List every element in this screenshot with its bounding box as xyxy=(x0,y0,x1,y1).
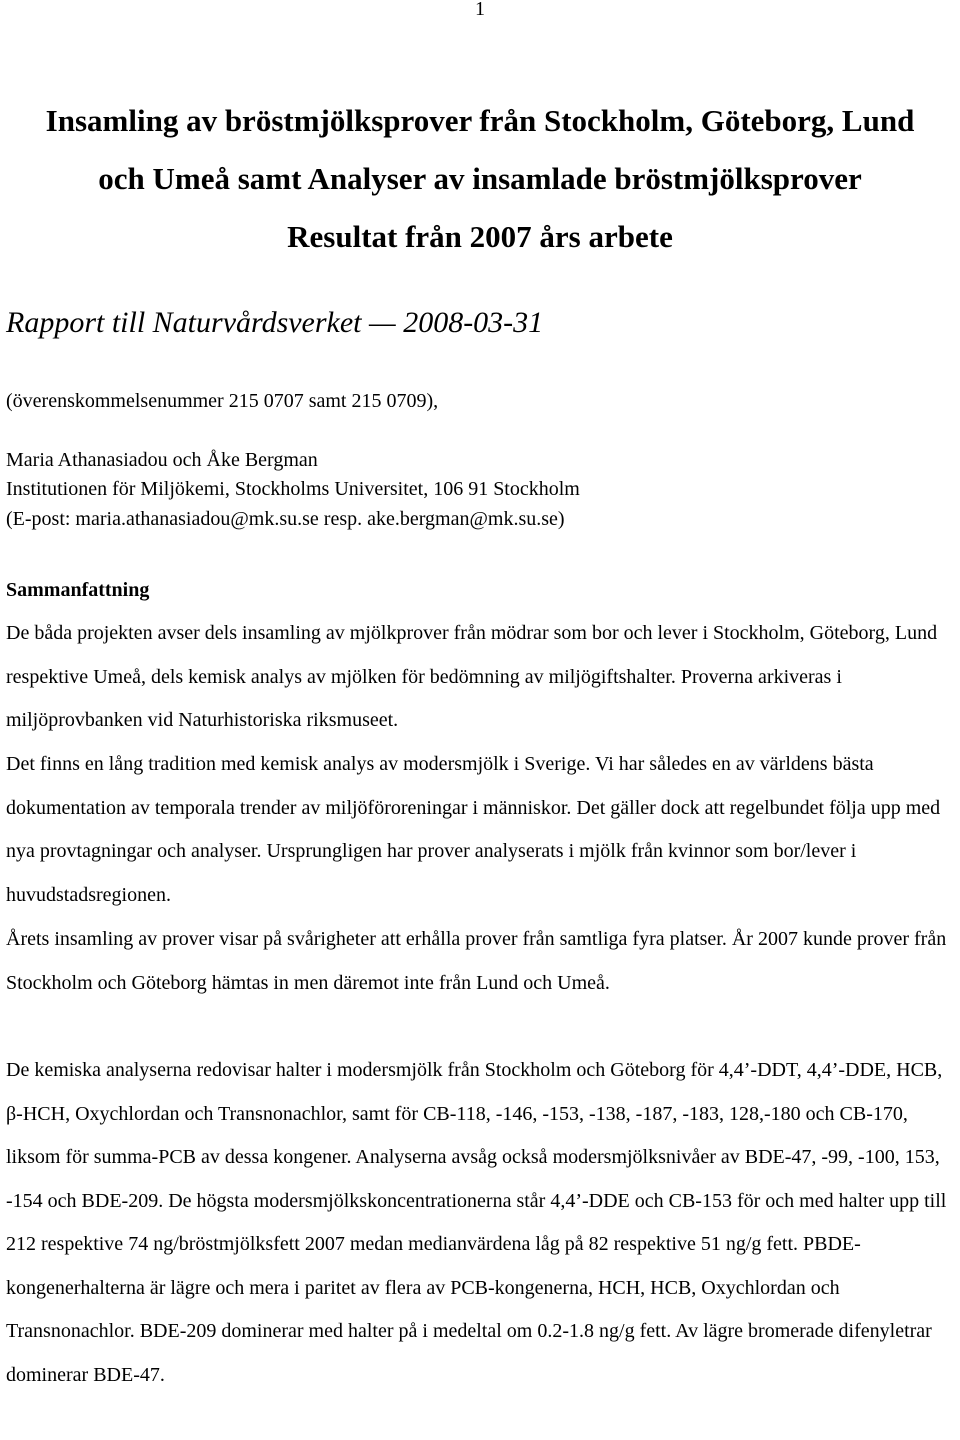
paragraph-3: Årets insamling av prover visar på svårigheter att erhålla prover från samtliga fyra platser. År 2007 kunde prover från Stockholm och Göteborg hämtas in men däremot inte från Lund och Umeå. xyxy=(6,928,947,994)
page-number: 1 xyxy=(475,0,485,20)
report-line: Rapport till Naturvårdsverket — 2008-03-31 xyxy=(6,306,544,339)
paragraph-4: De kemiska analyserna redovisar halter i modersmjölk från Stockholm och Göteborg för 4,4’-DDT, 4,4’-DDE, HCB, β-HCH, Oxychlordan och Transnonachlor, samt för CB-118, -146, -153, -138, -187, -183, 128,-180 och CB-170, liksom för summa-PCB av dessa kongener. Analyserna avsåg också modersmjölksnivåer av BDE-47, -99, -100, 153, -154 och BDE-209. De högsta modersmjölkskoncentrationerna står 4,4’-DDE och CB-153 för och med halter upp till 212 respektive 74 ng/bröstmjölksfett 2007 medan medianvärdena låg på 82 respektive 51 ng/g fett. PBDE-kongenerhalterna är lägre och mera i paritet av flera av PCB-kongenerna, HCH, HCB, Oxychlordan och Transnonachlor. BDE-209 dominerar med halter på i medeltal om 0.2-1.8 ng/g fett. Av lägre bromerade difenyletrar dominerar BDE-47. xyxy=(6,1059,947,1386)
title-line-2: och Umeå samt Analyser av insamlade bröstmjölksprover xyxy=(98,161,862,196)
institution: Institutionen för Miljökemi, Stockholms Universitet, 106 91 Stockholm xyxy=(6,478,580,500)
email-contact: (E-post: maria.athanasiadou@mk.su.se resp. ake.bergman@mk.su.se) xyxy=(6,508,565,530)
paragraph-2: Det finns en lång tradition med kemisk analys av modersmjölk i Sverige. Vi har således en av världens bästa dokumentation av temporala trender av miljöföroreningar i människor. Det gäller dock att regelbundet följa upp med nya provtagningar och analyser. Ursprungligen har prover analyserats i mjölk från kvinnor som bor/lever i huvudstadsregionen. xyxy=(6,753,941,906)
agreement-numbers: (överenskommelsenummer 215 0707 samt 215 0709), xyxy=(6,390,439,412)
summary-heading: Sammanfattning xyxy=(6,579,150,601)
paragraph-1: De båda projekten avser dels insamling av mjölkprover från mödrar som bor och lever i Stockholm, Göteborg, Lund respektive Umeå, dels kemisk analys av mjölken för bedömning av miljögiftshalter. Proverna arkiveras i miljöprovbanken vid Naturhistoriska riksmuseet. xyxy=(6,622,938,731)
authors: Maria Athanasiadou och Åke Bergman xyxy=(6,449,318,471)
title-line-3: Resultat från 2007 års arbete xyxy=(287,219,673,254)
title-line-1: Insamling av bröstmjölksprover från Stockholm, Göteborg, Lund xyxy=(45,103,915,138)
